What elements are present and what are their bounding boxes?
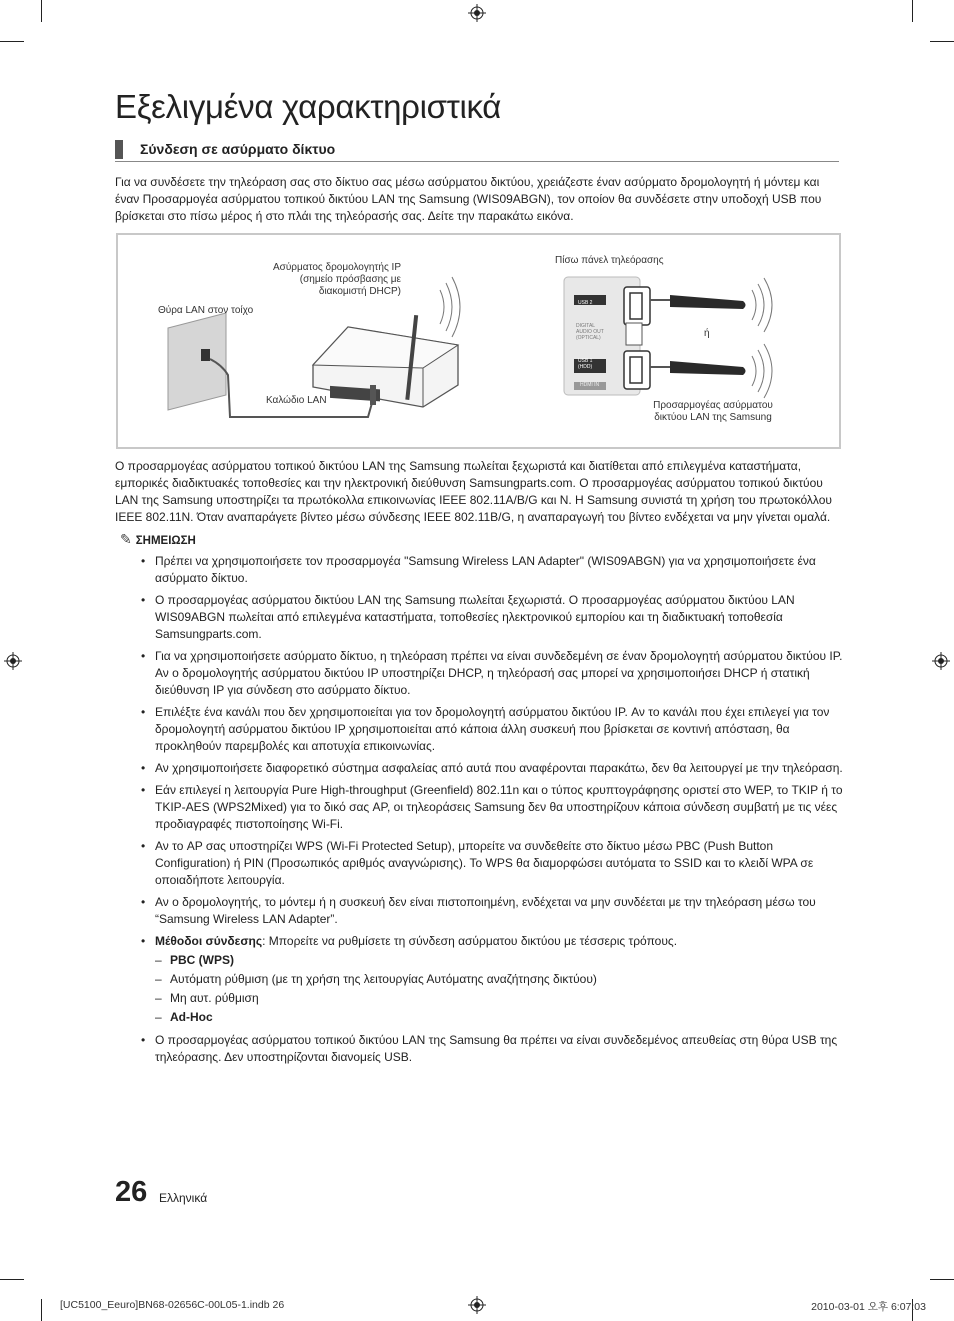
router-label-line: διακομιστή DHCP) [318,286,401,297]
router-label-line: Ασύρματος δρομολογητής IP [273,262,401,273]
port-digital-label [576,323,604,341]
page-language: Ελληνικά [159,1191,208,1205]
crop-mark [912,0,913,22]
crop-mark [930,41,954,42]
list-item: • Επιλέξτε ένα κανάλι που δεν χρησιμοποιείται για τον δρομολογητή ασύρματου δικτύου IP. Αν το κανάλι που έχει επιλεγεί για τον δρομολογητή ασύρματου δικτύου IP χρησιμοποιείται από κάποια άλλη συσκευή που βρίσκεται σε κοντινή απόσταση, θα προκληθούν παρεμβολές και αποτυχία επικοινωνίας. [115,704,843,755]
connection-diagram [116,233,841,449]
registration-mark-icon [468,1296,486,1314]
list-item: • Για να χρησιμοποιήσετε ασύρματο δίκτυο, η τηλεόραση πρέπει να είναι συνδεδεμένη σε έναν δρομολογητή ασύρματου δικτύου IP. Αν ο δρομολογητής ασύρματου δικτύου IP υποστηρίζει DHCP, η τηλεόρασή σας μπορεί να χρησιμοποιήσει DHCP ή στατική διεύθυνση IP για σύνδεση στο ασύρματο δίκτυο. [115,648,843,699]
router-label-line: (σημείο πρόσβασης με [299,274,401,285]
method-item [115,971,843,988]
page-number: 26 [115,1176,148,1208]
tv-panel-label: Πίσω πάνελ τηλεόρασης [555,255,664,266]
adapter-label-line: δικτύου LAN της Samsung [654,412,772,423]
method-item [115,1009,843,1026]
pencil-icon: ✎ [120,531,132,547]
wireless-adapter-top [670,295,746,309]
port-usb1-label [578,358,592,370]
adapter-label [633,400,793,424]
router-cable-plug [370,385,376,405]
intro-paragraph: Για να συνδέσετε την τηλεόραση σας στο δίκτυο σας μέσω ασύρματου δικτύου, χρειάζεστε έναν ασύρματο δρομολογητή ή μόντεμ και έναν Προσαρμογέα ασύρματου τοπικού δικτύου LAN της Samsung (WIS09ABGN), τον οποίον θα συνδέσετε στην υποδοχή USB που βρίσκεται στο πίσω μέρος ή στο πλάι της τηλεόρασής σας. Δείτε την παρακάτω εικόνα. [115,175,822,223]
methods-text: : Μπορείτε να ρυθμίσετε τη σύνδεση ασύρματου δικτύου με τέσσερις τρόπους. [262,934,678,948]
method-text: Μη αυτ. ρύθμιση [170,991,259,1005]
note-list [115,553,843,1071]
wall-lan-port [201,349,210,361]
crop-mark [41,1299,42,1321]
body-paragraph: Ο προσαρμογέας ασύρματου τοπικού δικτύου LAN της Samsung πωλείται ξεχωριστά και διατίθεται από επιλεγμένα καταστήματα, εμπορικές διαδικτυακές τοποθεσίες και την ηλεκτρονική διεύθυνση Samsungparts.com. Ο προσαρμογέας ασύρματου τοπικού δικτύου LAN της Samsung υποστηρίζει τα πρωτόκολλα επικοινωνίας IEEE 802.11A/B/G και N. Η Samsung συνιστά τη χρήση του πρωτοκόλλου IEEE 802.11N. Όταν αναπαράγετε βίντεο μέσω σύνδεσης IEEE 802.11B/G, η αναπαραγωγή του βίντεο ενδέχεται να μην γίνεται ομαλά. [115,459,832,524]
list-item: • Εάν επιλεγεί η λειτουργία Pure High-throughput (Greenfield) 802.11n και ο τύπος κρυπτογράφησης οριστεί στο WEP, το TKIP ή το TKIP-AES (WPS2Mixed) για το δικό σας AP, οι τηλεοράσεις Samsung δεν θα υποστηρίζουν κάποια σύνδεση συμβατή με τις νέες προδιαγραφές πιστοποίησης Wi-Fi. [115,782,843,833]
port-hdd-line: (HDD) [578,364,593,370]
registration-mark-icon [4,652,22,670]
list-item: • Αν το AP σας υποστηρίζει WPS (Wi-Fi Protected Setup), μπορείτε να συνδεθείτε στο δίκτυο μέσω PBC (Push Button Configuration) ή PIN (Προσωπικός αριθμός αναγνώρισης). Το WPS θα διαμορφώσει αυτόματα το SSID και το κλειδί WPA σε οποιαδήποτε λειτουργία. [115,838,843,889]
port-usb2-label: USB 2 [578,300,593,306]
page-title: Εξελιγμένα χαρακτηριστικά [115,88,502,125]
wireless-adapter-bottom [670,361,746,375]
footer-date: 2010-03-01 오후 6:07:03 [811,1301,926,1313]
crop-mark [41,0,42,22]
list-item: • Πρέπει να χρησιμοποιήσετε τον προσαρμογέα "Samsung Wireless LAN Adapter" (WIS09ABGN) για να χρησιμοποιήσετε ένα ασύρματο δίκτυο. [115,553,843,587]
port-digital-line: DIGITAL [576,323,596,329]
crop-mark [0,41,24,42]
method-text: Ad-Hoc [170,1010,213,1024]
port-usb1-line: USB 1 [578,358,593,364]
wall-lan-label: Θύρα LAN στον τοίχο [158,305,254,316]
method-item [115,990,843,1007]
section-divider [115,161,839,162]
registration-mark-icon [468,4,486,22]
wall-shape [168,313,226,410]
list-item: • Ο προσαρμογέας ασύρματου τοπικού δικτύου LAN της Samsung θα πρέπει να είναι συνδεδεμένος απευθείας στη θύρα USB της τηλεόρασης. Δεν υποστηρίζονται διανομείς USB. [115,1032,843,1066]
list-item: • Αν ο δρομολογητής, το μόντεμ ή η συσκευή δεν είναι πιστοποιημένη, ενδέχεται να μην συνδέεται με την τηλεόραση μέσω του “Samsung Wireless LAN Adapter”. [115,894,843,928]
port-digital-line: (OPTICAL) [576,335,601,341]
list-item: • Ο προσαρμογέας ασύρματου δικτύου LAN της Samsung πωλείται ξεχωριστά. Ο προσαρμογέας ασύρματου δικτύου LAN WIS09ABGN πωλείται από επιλεγμένα καταστήματα, τοποθεσίες ηλεκτρονικού εμπορίου και τη διαδικτυακή τοποθεσία Samsungparts.com. [115,592,843,643]
methods-bold: Μέθοδοι σύνδεσης [155,934,263,948]
method-item [115,952,843,969]
crop-mark [0,1279,24,1280]
lan-cable-label: Καλώδιο LAN [266,395,327,406]
or-label: ή [704,328,710,339]
method-text: PBC (WPS) [170,953,234,967]
router-label [268,262,401,298]
section-title: Σύνδεση σε ασύρματο δίκτυο [140,141,336,157]
list-item: • Αν χρησιμοποιήσετε διαφορετικό σύστημα ασφαλείας από αυτά που αναφέρονται παρακάτω, δεν θα λειτουργεί με την τηλεόραση. [115,760,843,777]
footer-file: [UC5100_Eeuro]BN68-02656C-00L05-1.indb 26 [60,1299,285,1311]
note-label: ΣΗΜΕΙΩΣΗ [135,535,196,547]
crop-mark [930,1279,954,1280]
adapter-label-line: Προσαρμογέας ασύρματου [653,400,773,411]
method-text: Αυτόματη ρύθμιση (με τη χρήση της λειτουργίας Αυτόματης αναζήτησης δικτύου) [170,972,597,986]
note-heading [120,531,196,548]
list-item-methods [115,933,843,950]
registration-mark-icon [932,652,950,670]
port-hdmi-label: HDMI IN [580,382,600,388]
port-digital-line: AUDIO OUT [576,329,604,335]
section-marker [115,140,123,159]
